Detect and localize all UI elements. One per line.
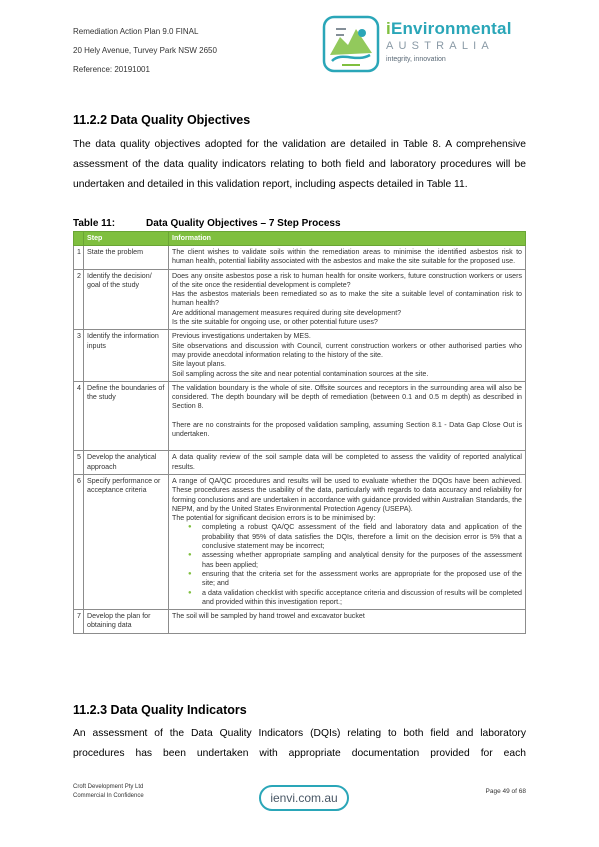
info-line: Has the asbestos materials been remediated so as to make the site a suitable level of contamination risk to human health? [172,290,522,308]
info-line: The validation boundary is the whole of site. Offsite sources and receptors in the surrounding area will also be considered. The depth boundary will be depth of remediation (between 0.1 and 0.5 m depth) as described in Section 8. [172,383,522,411]
header-line: Reference: 20191001 [73,65,150,74]
header-line: 20 Hely Avenue, Turvey Park NSW 2650 [73,46,217,55]
footer-website-link[interactable]: ienvi.com.au [259,785,349,811]
paragraph-gap [172,412,522,421]
logo-tagline: integrity, innovation [386,56,446,63]
table-caption-number: Table 11: [73,218,116,229]
row-info [169,246,526,270]
row-step: Define the boundaries of the study [84,381,169,450]
row-step: State the problem [84,246,169,270]
footer-company: Croft Development Pty Ltd [73,784,144,790]
row-info [169,330,526,381]
section-heading-indicators: 11.2.3 Data Quality Indicators [73,703,247,717]
table-row [74,451,526,475]
table-header-row [74,232,526,246]
logo-brand-i: i [386,19,391,38]
row-number: 2 [74,269,84,330]
row-number: 5 [74,451,84,475]
table-row [74,474,526,609]
document-header [73,22,217,79]
info-line: Are additional management measures required during site development? [172,308,402,317]
bullet-item: ● a data validation checklist with specific acceptance criteria and discussion of results will be completed and provided within this investigation report.; [202,589,522,608]
company-logo [322,15,527,73]
indicators-paragraph: An assessment of the Data Quality Indicators (DQIs) relating to both field and laboratory procedures has been undertaken with appropriate documentation provided for each [73,728,526,759]
row-number: 7 [74,610,84,634]
objectives-paragraph: The data quality objectives adopted for the validation are detailed in Table 8. A comprehensive assessment of the data quality indicators relating to both field and laboratory procedures will be undertaken and detailed in this validation report, including aspects detailed in Table 11. [73,139,526,190]
bullet-item: ● ensuring that the criteria set for the assessment works are appropriate for the proposed use of the site; and [202,570,522,589]
info-line: A range of QA/QC procedures and results will be used to evaluate whether the DQOs have been achieved. These procedures assess the usability of the data, particularly with regards to data accuracy and reliability for forming conclusions and are undertaken in accordance with guidance provided within Australian Standards, the NEPM, and by the United States Environmental Protection Agency (USEPA). [172,476,522,513]
info-line: The soil will be sampled by hand trowel and excavator bucket [172,612,365,621]
column-header-number [74,232,84,246]
row-info [169,474,526,609]
bullet-item: ● assessing whether appropriate sampling and analytical density for the purposes of the assessment has been applied; [202,551,522,570]
row-step: Identify the decision/ goal of the study [84,269,169,330]
footer-confidentiality: Commercial In Confidence [73,793,144,799]
row-info [169,381,526,450]
section-heading-objectives: 11.2.2 Data Quality Objectives [73,113,251,127]
bullet-list [172,523,522,607]
info-line: Does any onsite asbestos pose a risk to human health for onsite workers, future construction workers or users of the site once the residential development is complete? [172,271,522,289]
table-row [74,269,526,330]
table-caption [73,218,341,229]
info-line: The potential for significant decision errors is to be minimised by: [172,514,376,523]
table-row [74,330,526,381]
row-info [169,610,526,634]
info-line: Site observations and discussion with Council, current construction workers or other authorised parties who may provide anecdotal information relating to the history of the site. [172,341,522,359]
row-number: 1 [74,246,84,270]
info-line: The client wishes to validate soils within the remediation areas to minimise the identified asbestos risk to human health, potential liability associated with the asbestos and make the site suitable for the proposed use. [172,248,522,266]
logo-brand [386,19,512,39]
info-line: Site layout plans. [172,360,227,369]
row-number: 6 [74,474,84,609]
row-info [169,451,526,475]
row-number: 4 [74,381,84,450]
column-header-step: Step [84,232,169,246]
bullet-item: ● completing a robust QA/QC assessment of the field and laboratory data and application of the probability that 95% of data satisfies the DQIs, therefore a limit on the decision error is 5% that a conclusive statement may be incorrect; [202,523,522,551]
row-step: Develop the plan for obtaining data [84,610,169,634]
table-caption-title: Data Quality Objectives – 7 Step Process [146,218,341,229]
row-step: Develop the analytical approach [84,451,169,475]
logo-country: AUSTRALIA [386,40,494,52]
info-line: Previous investigations undertaken by MES. [172,332,311,341]
table-row [74,246,526,270]
info-line: Is the site suitable for ongoing use, or other potential future uses? [172,318,378,327]
row-number: 3 [74,330,84,381]
row-step: Identify the information inputs [84,330,169,381]
header-line: Remediation Action Plan 9.0 FINAL [73,27,199,36]
logo-mark-icon [322,15,380,73]
table-row [74,610,526,634]
row-info [169,269,526,330]
row-step: Specify performance or acceptance criteria [84,474,169,609]
column-header-information: Information [169,232,526,246]
info-line: Soil sampling across the site and near potential contamination sources at the site. [172,369,429,378]
table-row [74,381,526,450]
info-line: There are no constraints for the proposed validation sampling, assuming Section 8.1 - Data Gap Close Out is undertaken. [172,420,522,439]
page-number: Page 49 of 68 [485,788,526,795]
info-line: A data quality review of the soil sample data will be completed to assess the validity of reported analytical results. [172,453,522,471]
footer-left [73,783,144,801]
paragraph-gap [172,439,522,448]
dqo-table [73,231,526,634]
logo-brand-rest: Environmental [390,19,512,38]
